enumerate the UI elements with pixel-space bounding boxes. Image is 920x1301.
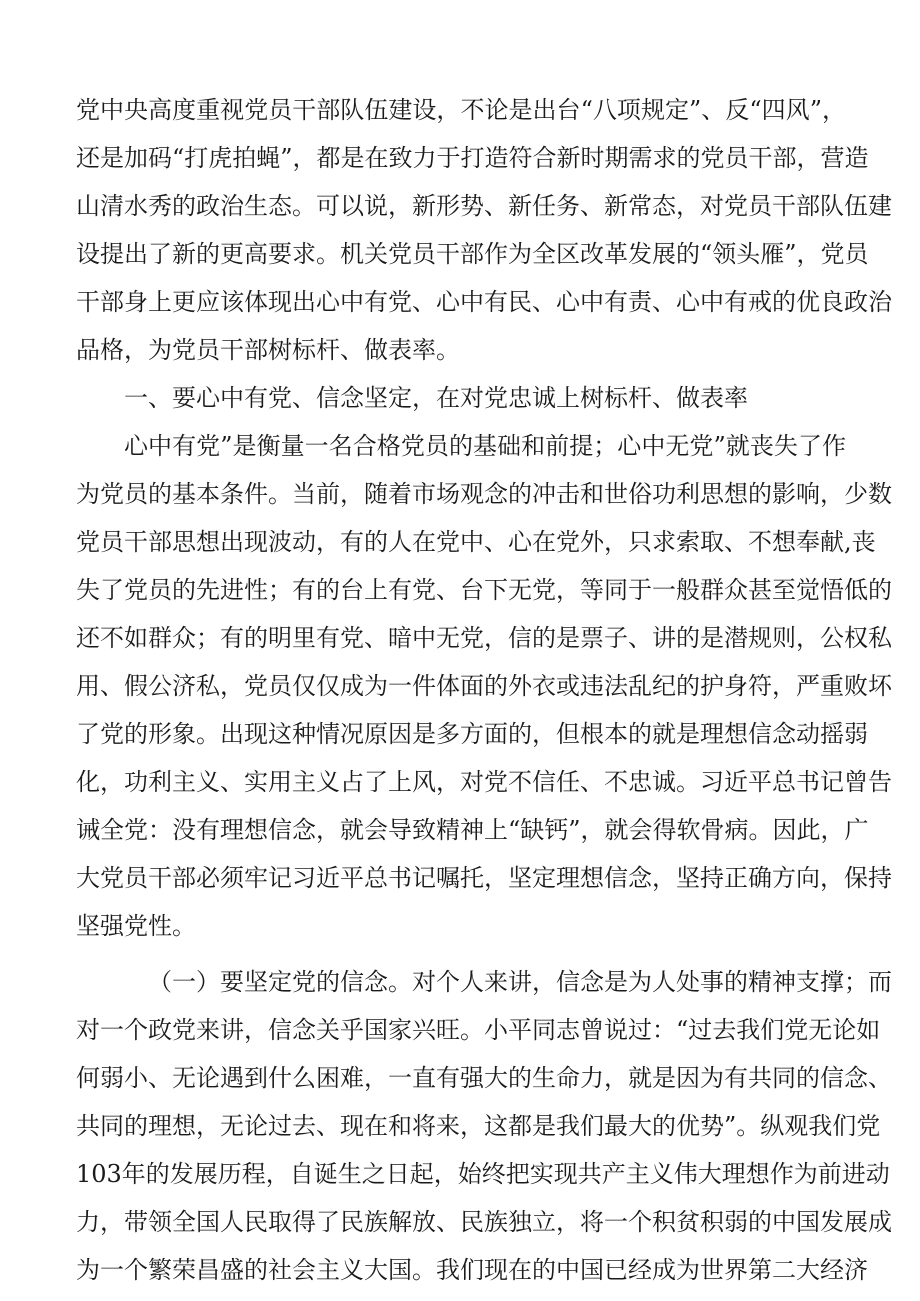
text-line: 为一个繁荣昌盛的社会主义大国。我们现在的中国已经成为世界第二大经济 <box>76 1256 868 1284</box>
text-line: 为党员的基本条件。当前，随着市场观念的冲击和世俗功利思想的影响，少数 <box>76 480 892 508</box>
text-line: 还不如群众；有的明里有党、暗中无党，信的是票子、讲的是潜规则，公权私 <box>76 624 892 652</box>
text-line: 共同的理想，无论过去、现在和将来，这都是我们最大的优势”。纵观我们党 <box>76 1112 881 1140</box>
text-line: 力，带领全国人民取得了民族解放、民族独立，将一个积贫积弱的中国发展成 <box>76 1208 892 1236</box>
text-line: 大党员干部必须牢记习近平总书记嘱托，坚定理想信念，坚持正确方向，保持 <box>76 864 892 892</box>
text-line: 品格，为党员干部树标杆、做表率。 <box>76 336 460 364</box>
text-line: 用、假公济私，党员仅仅成为一件体面的外衣或违法乱纪的护身符，严重败坏 <box>76 672 892 700</box>
text-line: 103年的发展历程，自诞生之日起，始终把实现共产主义伟大理想作为前进动 <box>76 1160 890 1188</box>
text-line: 心中有党”是衡量一名合格党员的基础和前提；心中无党”就丧失了作 <box>124 432 846 460</box>
text-line: 还是加码“打虎拍蝇”，都是在致力于打造符合新时期需求的党员干部，营造 <box>76 144 869 172</box>
section-heading: 一、要心中有党、信念坚定，在对党忠诚上树标杆、做表率 <box>124 384 748 412</box>
text-line: 诫全党：没有理想信念，就会导致精神上“缺钙”，就会得软骨病。因此，广 <box>76 816 869 844</box>
text-line: 干部身上更应该体现出心中有党、心中有民、心中有责、心中有戒的优良政治 <box>76 288 892 316</box>
subsection-heading: （一）要坚定党的信念。对个人来讲，信念是为人处事的精神支撑；而 <box>148 968 892 996</box>
text-line: 对一个政党来讲，信念关乎国家兴旺。小平同志曾说过：“过去我们党无论如 <box>76 1016 881 1044</box>
text-line: 化，功利主义、实用主义占了上风，对党不信任、不忠诚。习近平总书记曾告 <box>76 768 892 796</box>
text-line: 党员干部思想出现波动，有的人在党中、心在党外，只求索取、不想奉献,丧 <box>76 528 876 556</box>
text-line: 失了党员的先进性；有的台上有党、台下无党，等同于一般群众甚至觉悟低的 <box>76 576 892 604</box>
text-line: 党中央高度重视党员干部队伍建设，不论是出台“八项规定”、反“四风”， <box>76 96 846 124</box>
text-line: 山清水秀的政治生态。可以说，新形势、新任务、新常态，对党员干部队伍建 <box>76 192 892 220</box>
text-line: 何弱小、无论遇到什么困难，一直有强大的生命力，就是因为有共同的信念、 <box>76 1064 892 1092</box>
text-line: 设提出了新的更高要求。机关党员干部作为全区改革发展的“领头雁”，党员 <box>76 240 869 268</box>
text-line: 坚强党性。 <box>76 912 196 940</box>
text-line: 了党的形象。出现这种情况原因是多方面的，但根本的就是理想信念动摇弱 <box>76 720 868 748</box>
